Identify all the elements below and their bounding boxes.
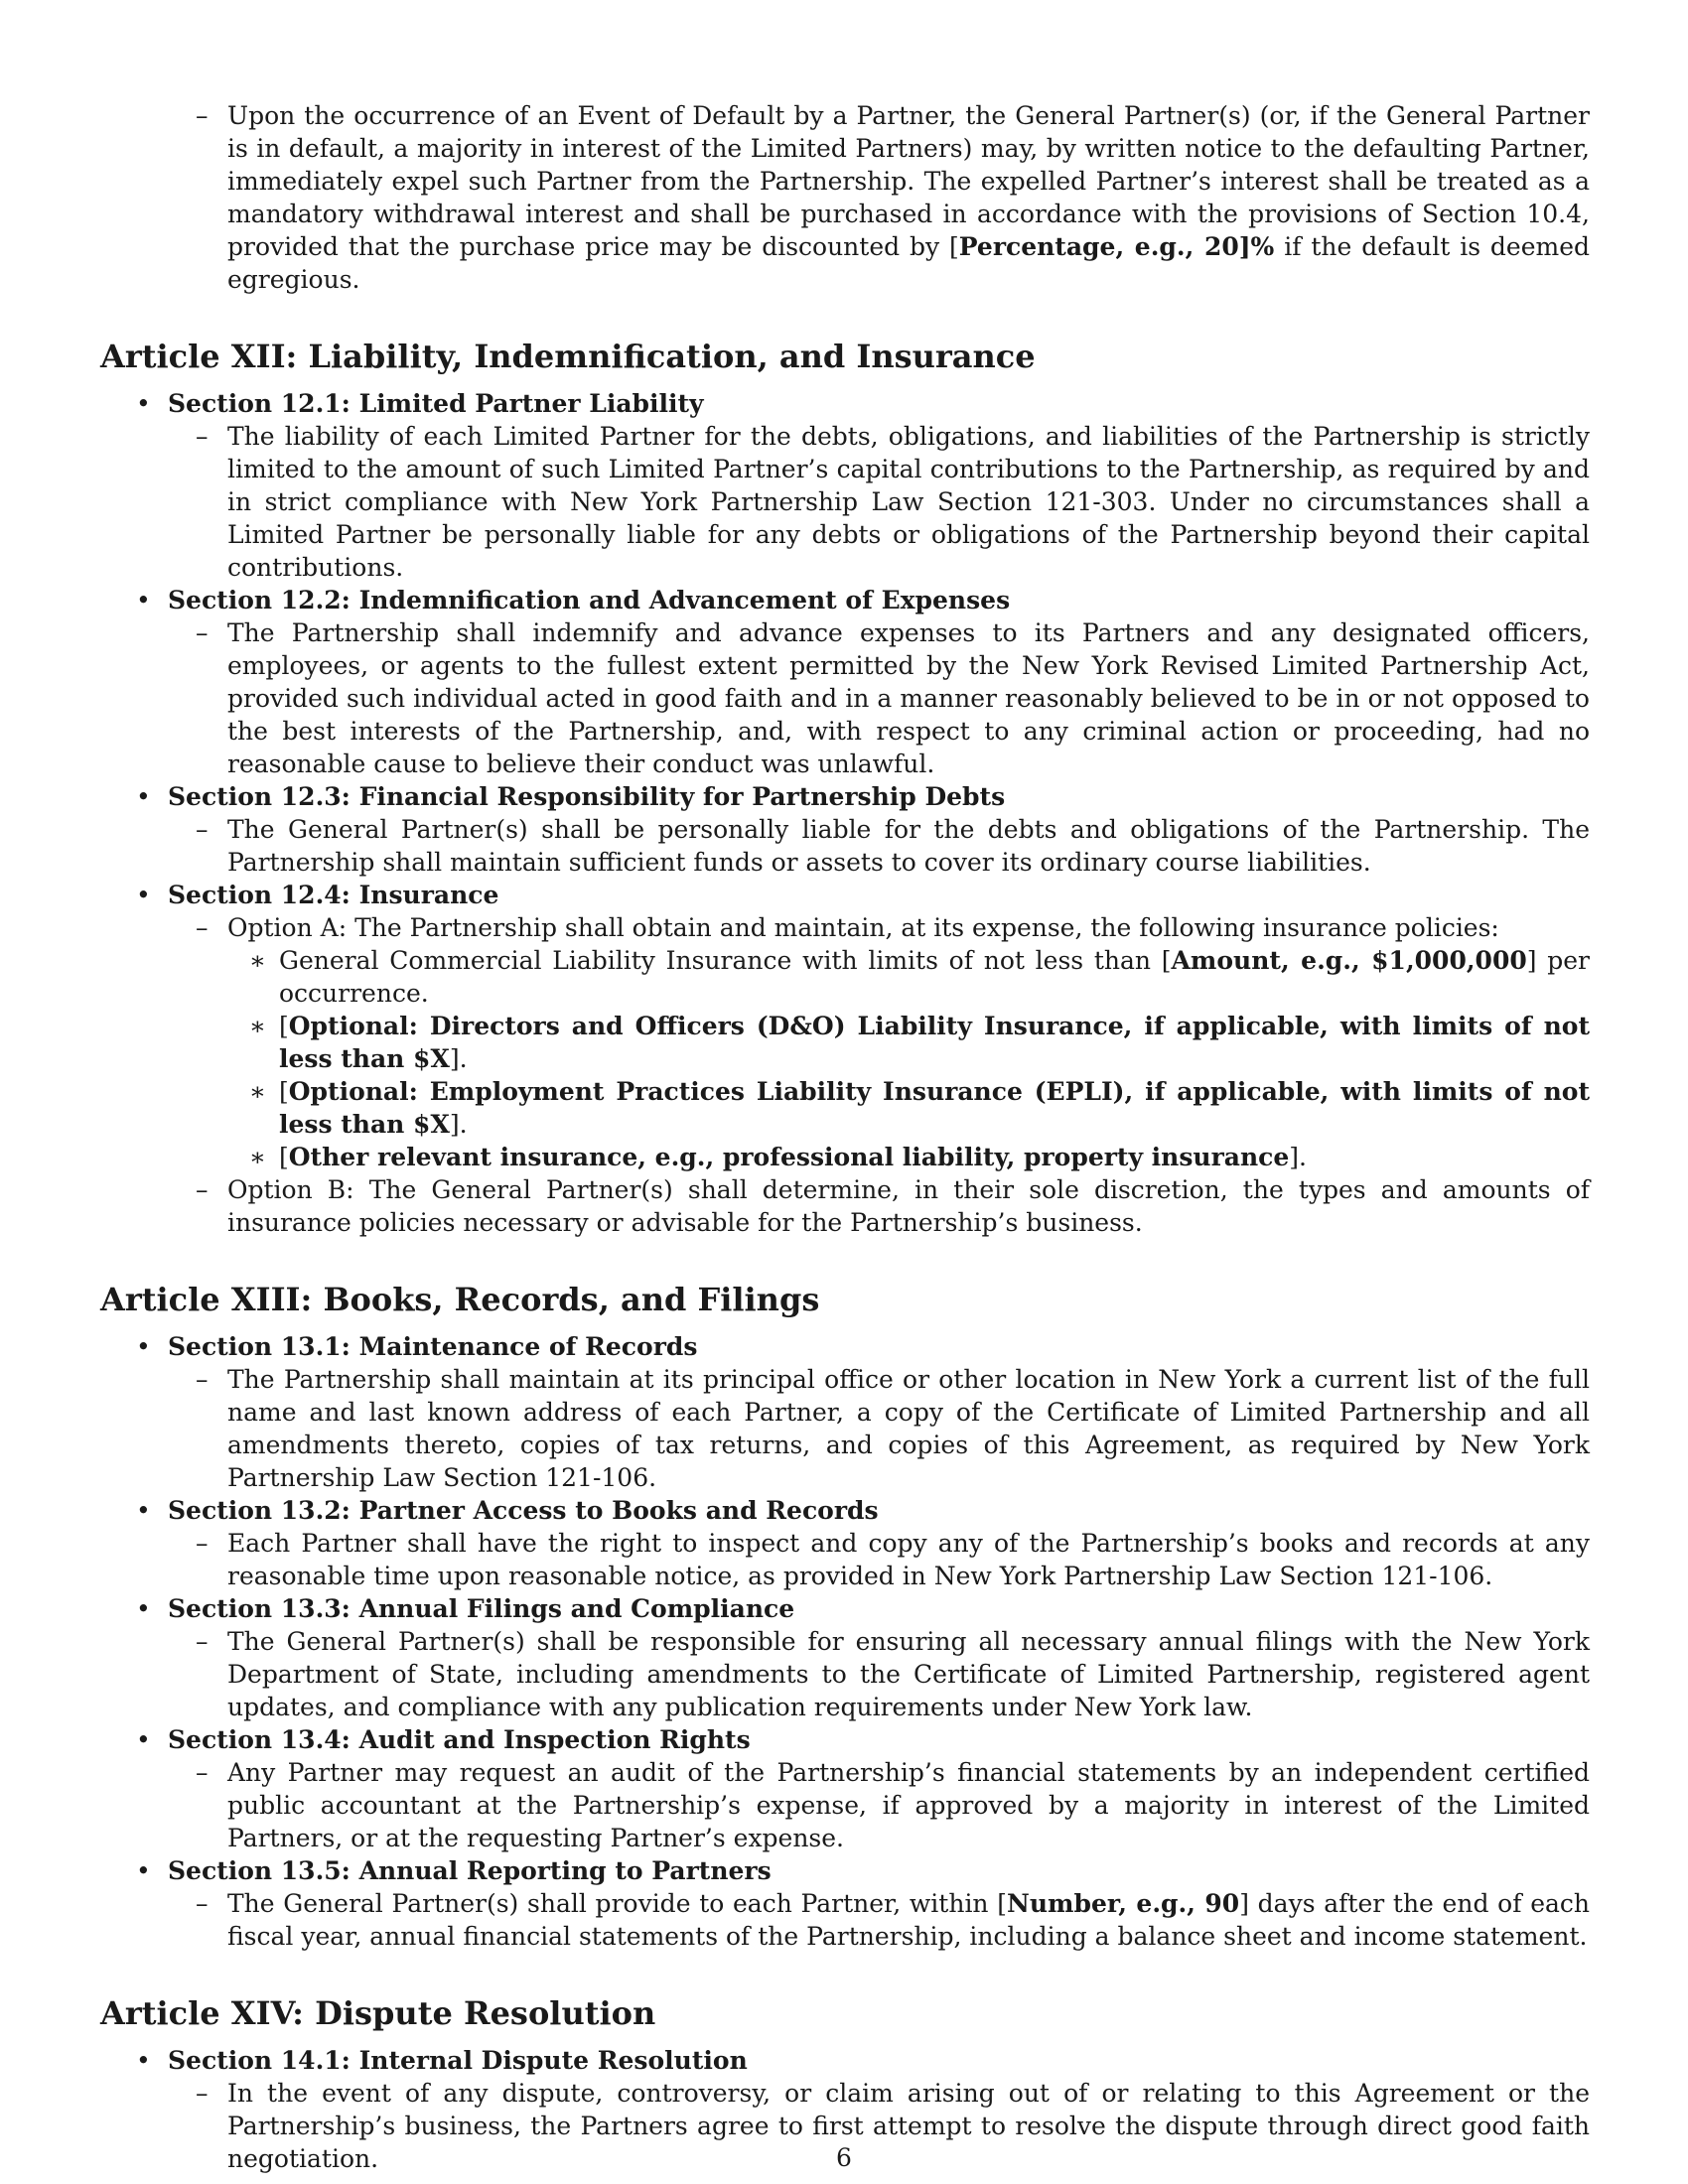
bullet: • xyxy=(136,389,151,418)
bullet: • xyxy=(136,1496,151,1525)
bracket-open: [ xyxy=(279,1012,289,1040)
section-12-1 xyxy=(100,387,1590,420)
list-item xyxy=(100,1527,1590,1592)
star-bullet: ∗ xyxy=(249,1012,266,1040)
bullet: • xyxy=(136,1725,151,1754)
bracket-close: ]. xyxy=(449,1110,468,1139)
expulsion-text: Upon the occurrence of an Event of Default by a Partner, the General Partner(s) (or, if the General Partner is in default, a majority in interest of the Limited Partners) may, by written notice to the defaulting Partner, immediately expel such Partner from the Partnership. The expelled Partner’s interest shall be treated as a mandatory withdrawal interest and shall be purchased in accordance with the provisions of Section 10.4, provided that the purchase price may be discounted by [ xyxy=(227,101,1590,261)
section-13-4 xyxy=(100,1723,1590,1756)
bracket-close: ]. xyxy=(449,1044,468,1073)
section-title: Section 12.2: Indemnification and Advancement of Expenses xyxy=(168,586,1011,614)
section-text: The Partnership shall maintain at its principal office or other location in New York a current list of the full name and last known address of each Partner, a copy of the Certificate of Limited Partnership and all amendments thereto, copies of tax returns, and copies of this Agreement, as required by New York Partnership Law Section 121-106. xyxy=(227,1365,1590,1492)
section-text-end: ] days after the end of each fiscal year, annual financial statements of the Partnership, including a balance sheet and income statement. xyxy=(227,1889,1591,1951)
section-title: Section 13.2: Partner Access to Books and Records xyxy=(168,1496,879,1525)
dash-bullet: – xyxy=(196,913,209,942)
list-item xyxy=(100,1756,1590,1854)
section-13-2 xyxy=(100,1494,1590,1527)
list-item xyxy=(100,1887,1590,1953)
insurance-item xyxy=(100,1010,1590,1075)
list-item xyxy=(100,1173,1590,1239)
section-12-2 xyxy=(100,584,1590,616)
insurance-item xyxy=(100,944,1590,1010)
section-title: Section 12.3: Financial Responsibility for Partnership Debts xyxy=(168,782,1006,811)
section-text: In the event of any dispute, controversy, or claim arising out of or relating to this Agreement or the Partnership’s business, the Partners agree to first attempt to resolve the dispute through direct good faith negotiation. xyxy=(227,2079,1590,2173)
section-12-4 xyxy=(100,879,1590,911)
section-title: Section 14.1: Internal Dispute Resolution xyxy=(168,2046,748,2075)
bracket-open: [ xyxy=(279,1077,289,1106)
star-bullet: ∗ xyxy=(249,1143,266,1171)
section-title: Section 13.5: Annual Reporting to Partners xyxy=(168,1856,772,1885)
article-xii-heading: Article XII: Liability, Indemnification, and Insurance xyxy=(100,338,1036,375)
section-title: Section 13.4: Audit and Inspection Rights xyxy=(168,1725,751,1754)
section-title: Section 12.1: Limited Partner Liability xyxy=(168,389,704,418)
section-text: Each Partner shall have the right to inspect and copy any of the Partnership’s books and records at any reasonable time upon reasonable notice, as provided in New York Partnership Law Section 121-106. xyxy=(227,1529,1590,1590)
dash-bullet: – xyxy=(196,101,209,130)
section-text: The General Partner(s) shall provide to each Partner, within [ xyxy=(227,1889,1008,1918)
insurance-item-text-end: ] per occurrence. xyxy=(279,946,1591,1008)
star-bullet: ∗ xyxy=(249,946,266,975)
section-14-1 xyxy=(100,2044,1590,2077)
insurance-option-b: Option B: The General Partner(s) shall determine, in their sole discretion, the types and amounts of insurance policies necessary or advisable for the Partnership’s business. xyxy=(227,1175,1590,1237)
dash-bullet: – xyxy=(196,1175,209,1204)
insurance-option-a: Option A: The Partnership shall obtain and maintain, at its expense, the following insurance policies: xyxy=(227,913,1499,942)
section-text: The General Partner(s) shall be personally liable for the debts and obligations of the Partnership. The Partnership shall maintain sufficient funds or assets to cover its ordinary course liabilities. xyxy=(227,815,1590,877)
insurance-do-placeholder: Optional: Directors and Officers (D&O) Liability Insurance, if applicable, with limits of not less than $X xyxy=(279,1012,1590,1073)
article-xiv-heading: Article XIV: Dispute Resolution xyxy=(100,1994,656,2032)
section-text: The liability of each Limited Partner for the debts, obligations, and liabilities of the Partnership is strictly limited to the amount of such Limited Partner’s capital contributions to the Partnership, as required by and in strict compliance with New York Partnership Law Section 121-303. Under no circumstances shall a Limited Partner be personally liable for any debts or obligations of the Partnership beyond their capital contributions. xyxy=(227,422,1590,582)
dash-bullet: – xyxy=(196,2079,209,2108)
list-item xyxy=(100,813,1590,879)
dash-bullet: – xyxy=(196,422,209,451)
list-item xyxy=(100,420,1590,584)
insurance-item xyxy=(100,1075,1590,1141)
section-13-5 xyxy=(100,1854,1590,1887)
bullet: • xyxy=(136,586,151,614)
bullet: • xyxy=(136,1332,151,1361)
section-text: Any Partner may request an audit of the Partnership’s financial statements by an independent certified public accountant at the Partnership’s expense, if approved by a majority in interest of the Limited Partners, or at the requesting Partner’s expense. xyxy=(227,1758,1590,1852)
expulsion-percentage: Percentage, e.g., 20]% xyxy=(958,232,1275,261)
expulsion-text-end: if the default is deemed egregious. xyxy=(227,232,1591,294)
article-xiii-heading: Article XIII: Books, Records, and Filings xyxy=(100,1281,820,1318)
dash-bullet: – xyxy=(196,1758,209,1787)
dash-bullet: – xyxy=(196,815,209,844)
list-item xyxy=(100,99,1590,296)
dash-bullet: – xyxy=(196,1365,209,1394)
list-item xyxy=(100,911,1590,944)
section-12-3 xyxy=(100,780,1590,813)
insurance-amount-placeholder: Amount, e.g., $1,000,000 xyxy=(1171,946,1527,975)
section-title: Section 13.3: Annual Filings and Compliance xyxy=(168,1594,795,1623)
page-number: 6 xyxy=(836,2143,852,2172)
dash-bullet: – xyxy=(196,1529,209,1558)
bracket-open: [ xyxy=(279,1143,289,1171)
insurance-item-text: General Commercial Liability Insurance with limits of not less than [ xyxy=(279,946,1172,975)
section-13-3 xyxy=(100,1592,1590,1625)
section-text: The General Partner(s) shall be responsible for ensuring all necessary annual filings with the New York Department of State, including amendments to the Certificate of Limited Partnership, registered agent updates, and compliance with any publication requirements under New York law. xyxy=(227,1627,1590,1721)
dash-bullet: – xyxy=(196,1627,209,1656)
section-title: Section 13.1: Maintenance of Records xyxy=(168,1332,698,1361)
insurance-epli-placeholder: Optional: Employment Practices Liability Insurance (EPLI), if applicable, with limits of not less than $X xyxy=(279,1077,1590,1139)
dash-bullet: – xyxy=(196,618,209,647)
bullet: • xyxy=(136,2046,151,2075)
bullet: • xyxy=(136,1594,151,1623)
section-13-1 xyxy=(100,1330,1590,1363)
reporting-days-placeholder: Number, e.g., 90 xyxy=(1007,1889,1240,1918)
star-bullet: ∗ xyxy=(249,1077,266,1106)
insurance-item xyxy=(100,1141,1590,1173)
page-content xyxy=(100,99,1590,2175)
list-item xyxy=(100,1363,1590,1494)
section-title: Section 12.4: Insurance xyxy=(168,881,499,909)
list-item xyxy=(100,1625,1590,1723)
list-item xyxy=(100,616,1590,780)
insurance-other-placeholder: Other relevant insurance, e.g., professional liability, property insurance xyxy=(288,1143,1290,1171)
bullet: • xyxy=(136,782,151,811)
bracket-close: ]. xyxy=(1289,1143,1307,1171)
dash-bullet: – xyxy=(196,1889,209,1918)
bullet: • xyxy=(136,881,151,909)
section-text: The Partnership shall indemnify and advance expenses to its Partners and any designated officers, employees, or agents to the fullest extent permitted by the New York Revised Limited Partnership Act, provided such individual acted in good faith and in a manner reasonably believed to be in or not opposed to the best interests of the Partnership, and, with respect to any criminal action or proceeding, had no reasonable cause to believe their conduct was unlawful. xyxy=(227,618,1590,778)
bullet: • xyxy=(136,1856,151,1885)
